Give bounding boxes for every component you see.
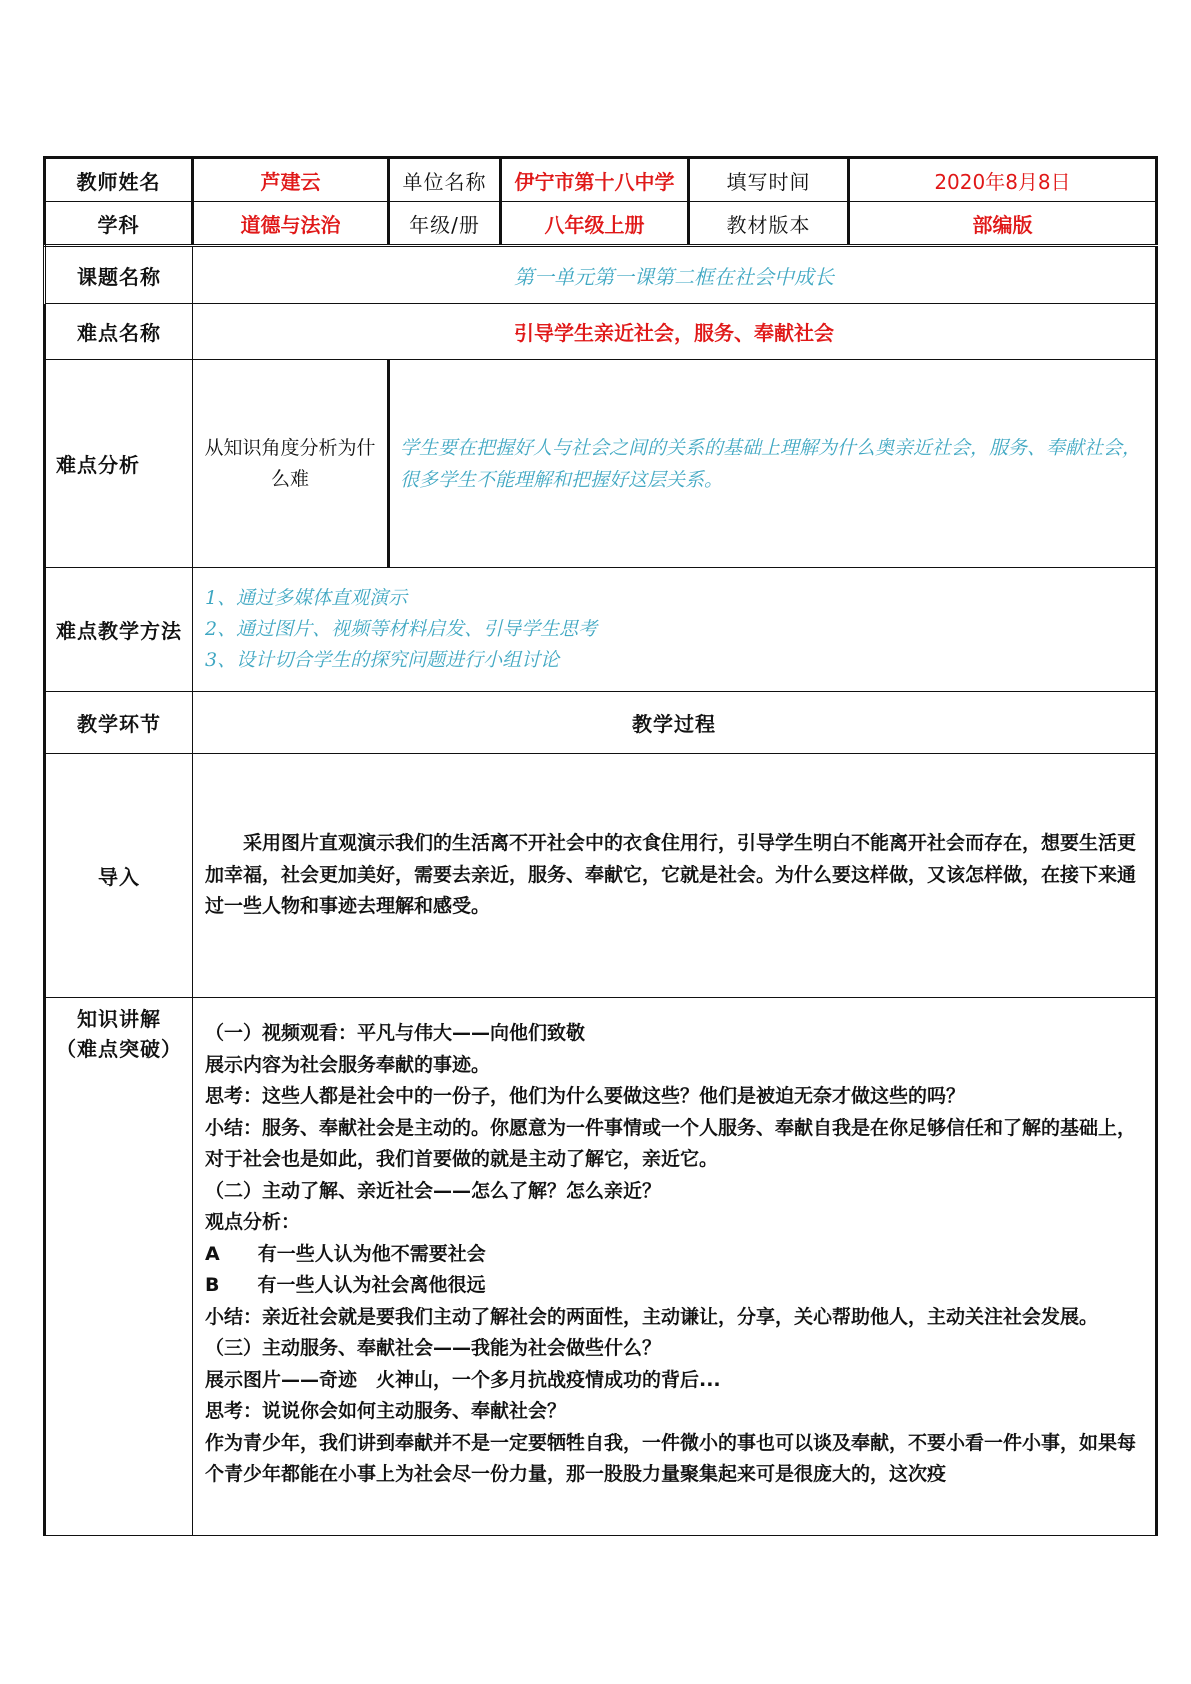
process-header-row xyxy=(45,692,1157,754)
methods-row xyxy=(45,568,1157,692)
knowledge-line: 小结：服务、奉献社会是主动的。你愿意为一件事情或一个人服务、奉献自我是在你足够信任和了解的基础上，对于社会也是如此，我们首要做的就是主动了解它，亲近它。 xyxy=(205,1116,1137,1170)
knowledge-line: 思考：这些人都是社会中的一份子，他们为什么要做这些？他们是被迫无奈才做这些的吗？ xyxy=(205,1085,966,1107)
analysis-label: 难点分析 xyxy=(45,360,193,568)
process-label: 教学环节 xyxy=(45,692,193,754)
knowledge-row xyxy=(45,998,1157,1536)
analysis-sub-label: 从知识角度分析为什么难 xyxy=(193,360,389,568)
grade-label: 年级/册 xyxy=(389,202,501,246)
lesson-plan-table xyxy=(43,156,1158,1536)
unit-label: 单位名称 xyxy=(389,158,501,202)
method-item: 2、通过图片、视频等材料启发、引导学生思考 xyxy=(205,618,598,640)
knowledge-content xyxy=(193,998,1157,1536)
header-row-2 xyxy=(45,202,1157,246)
knowledge-label-line1: 知识讲解 xyxy=(77,1007,161,1031)
analysis-text: 学生要在把握好人与社会之间的关系的基础上理解为什么奥亲近社会，服务、奉献社会，很多学生不能理解和把握好这层关系。 xyxy=(389,360,1157,568)
teacher-label: 教师姓名 xyxy=(45,158,193,202)
knowledge-line: 思考：说说你会如何主动服务、奉献社会？ xyxy=(205,1400,567,1422)
knowledge-line: 展示图片——奇迹 火神山，一个多月抗战疫情成功的背后... xyxy=(205,1368,721,1391)
knowledge-label xyxy=(45,998,193,1536)
teacher-value: 芦建云 xyxy=(193,158,389,202)
difficulty-label: 难点名称 xyxy=(45,304,193,360)
edition-label: 教材版本 xyxy=(689,202,849,246)
analysis-row xyxy=(45,360,1157,568)
knowledge-line: （三）主动服务、奉献社会——我能为社会做些什么？ xyxy=(205,1337,662,1359)
knowledge-label-line2: （难点突破） xyxy=(56,1037,182,1061)
topic-row xyxy=(45,246,1157,304)
grade-value: 八年级上册 xyxy=(501,202,689,246)
unit-value: 伊宁市第十八中学 xyxy=(501,158,689,202)
method-item: 3、设计切合学生的探究问题进行小组讨论 xyxy=(205,649,560,671)
topic-label: 课题名称 xyxy=(45,246,193,304)
header-row-1 xyxy=(45,158,1157,202)
knowledge-line: 小结：亲近社会就是要我们主动了解社会的两面性，主动谦让，分享，关心帮助他人，主动关注社会发展。 xyxy=(205,1305,1099,1328)
intro-row xyxy=(45,754,1157,998)
difficulty-value: 引导学生亲近社会，服务、奉献社会 xyxy=(193,304,1157,360)
intro-text: 采用图片直观演示我们的生活离不开社会中的衣食住用行，引导学生明白不能离开社会而存在，想要生活更加幸福，社会更加美好，需要去亲近，服务、奉献它，它就是社会。为什么要这样做，又该怎样做，在接下来通过一些人物和事迹去理解和感受。 xyxy=(193,754,1157,998)
date-value: 2020年8月8日 xyxy=(849,158,1157,202)
date-label: 填写时间 xyxy=(689,158,849,202)
knowledge-line: 观点分析： xyxy=(205,1211,301,1233)
subject-label: 学科 xyxy=(45,202,193,246)
knowledge-line: 展示内容为社会服务奉献的事迹。 xyxy=(205,1053,491,1076)
knowledge-line: （二）主动了解、亲近社会——怎么了解？怎么亲近？ xyxy=(205,1179,662,1202)
difficulty-row xyxy=(45,304,1157,360)
method-item: 1、通过多媒体直观演示 xyxy=(205,587,408,609)
knowledge-line: B 有一些人认为社会离他很远 xyxy=(205,1274,486,1296)
topic-value: 第一单元第一课第二框在社会中成长 xyxy=(193,246,1157,304)
process-value: 教学过程 xyxy=(193,692,1157,754)
methods-label: 难点教学方法 xyxy=(45,568,193,692)
edition-value: 部编版 xyxy=(849,202,1157,246)
knowledge-line: A 有一些人认为他不需要社会 xyxy=(205,1242,486,1265)
methods-list xyxy=(193,568,1157,692)
subject-value: 道德与法治 xyxy=(193,202,389,246)
intro-label: 导入 xyxy=(45,754,193,998)
knowledge-line: 作为青少年，我们讲到奉献并不是一定要牺牲自我，一件微小的事也可以谈及奉献，不要小看一件小事，如果每个青少年都能在小事上为社会尽一份力量，那一股股力量聚集起来可是很庞大的，这次疫 xyxy=(205,1431,1137,1485)
knowledge-line: （一）视频观看：平凡与伟大——向他们致敬 xyxy=(205,1022,586,1044)
lesson-plan-sheet xyxy=(43,156,1155,1536)
